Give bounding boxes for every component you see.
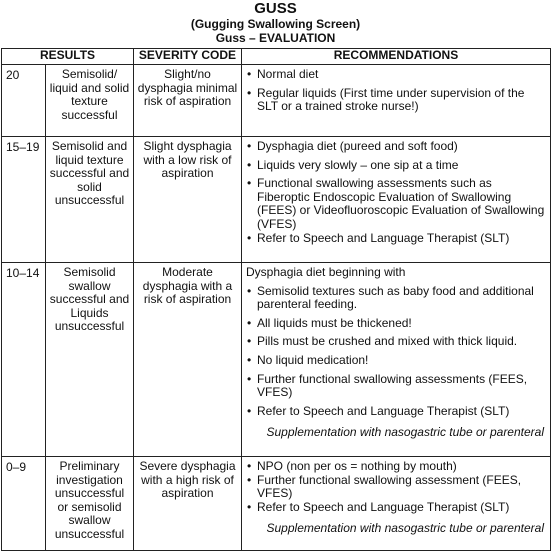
recommendation-list	[246, 460, 546, 514]
result-cell: Semisolid and liquid texture successful and solid unsuccessful	[46, 137, 134, 263]
recommendations-cell	[242, 137, 551, 263]
table-header-row	[2, 49, 551, 65]
document-subtitle: (Gugging Swallowing Screen)	[190, 17, 361, 31]
recommendation-item: • All liquids must be thickened!	[246, 317, 546, 331]
table-row	[2, 65, 551, 137]
score-cell: 15–19	[2, 137, 46, 263]
recommendation-item: • Liquids very slowly – one sip at a time	[246, 159, 546, 173]
recommendation-list	[246, 285, 546, 419]
document-title: GUSS	[254, 0, 297, 17]
header-recommendations: RECOMMENDATIONS	[242, 49, 551, 65]
recommendation-item: • Functional swallowing assessments such as Fiberoptic Endoscopic Evaluation of Swallowing (FEES) or Videofluoroscopic Evaluation of Swallowing (VFES)	[246, 177, 546, 231]
table-row	[2, 263, 551, 457]
recommendation-item: • Dysphagia diet (pureed and soft food)	[246, 140, 546, 154]
recommendations-cell	[242, 65, 551, 137]
recommendation-item: • Semisolid textures such as baby food and additional parenteral feeding.	[246, 285, 546, 312]
supplementation-note: Supplementation with nasogastric tube or parenteral	[266, 425, 544, 440]
recommendation-item: • Refer to Speech and Language Therapist (SLT)	[246, 232, 546, 246]
recommendation-item: • Further functional swallowing assessment (FEES, VFES)	[246, 474, 546, 501]
result-cell: Semisolid/ liquid and solid texture successful	[46, 65, 134, 137]
severity-cell: Slight/no dysphagia minimal risk of aspiration	[134, 65, 242, 137]
recommendation-list	[246, 68, 546, 114]
severity-cell: Moderate dysphagia with a risk of aspiration	[134, 263, 242, 457]
recommendations-cell	[242, 263, 551, 457]
recommendation-intro: Dysphagia diet beginning with	[246, 265, 406, 279]
document-section-title: Guss – EVALUATION	[215, 31, 336, 45]
recommendation-item: • No liquid medication!	[246, 354, 546, 368]
result-cell: Preliminary investigation unsuccessful or semisolid swallow unsuccessful	[46, 457, 134, 551]
evaluation-table	[1, 48, 551, 551]
severity-cell: Slight dysphagia with a low risk of aspiration	[134, 137, 242, 263]
recommendation-item: • NPO (non per os = nothing by mouth)	[246, 460, 546, 474]
severity-cell: Severe dysphagia with a high risk of aspiration	[134, 457, 242, 551]
score-cell: 20	[2, 65, 46, 137]
recommendation-list	[246, 140, 546, 245]
result-cell: Semisolid swallow successful and Liquids unsuccessful	[46, 263, 134, 457]
table-row	[2, 457, 551, 551]
supplementation-note: Supplementation with nasogastric tube or parenteral	[266, 521, 544, 536]
recommendation-item: • Normal diet	[246, 68, 546, 82]
score-cell: 10–14	[2, 263, 46, 457]
score-cell: 0–9	[2, 457, 46, 551]
header-severity-code: SEVERITY CODE	[134, 49, 242, 65]
recommendation-item: • Further functional swallowing assessments (FEES, VFES)	[246, 373, 546, 400]
recommendation-item: • Refer to Speech and Language Therapist (SLT)	[246, 405, 546, 419]
recommendation-item: • Regular liquids (First time under supervision of the SLT or a trained stroke nurse!)	[246, 87, 546, 114]
table-row	[2, 137, 551, 263]
recommendation-item: • Pills must be crushed and mixed with thick liquid.	[246, 335, 546, 349]
header-results: RESULTS	[2, 49, 134, 65]
recommendation-item: • Refer to Speech and Language Therapist (SLT)	[246, 501, 546, 515]
document-header	[0, 0, 551, 45]
recommendations-cell	[242, 457, 551, 551]
